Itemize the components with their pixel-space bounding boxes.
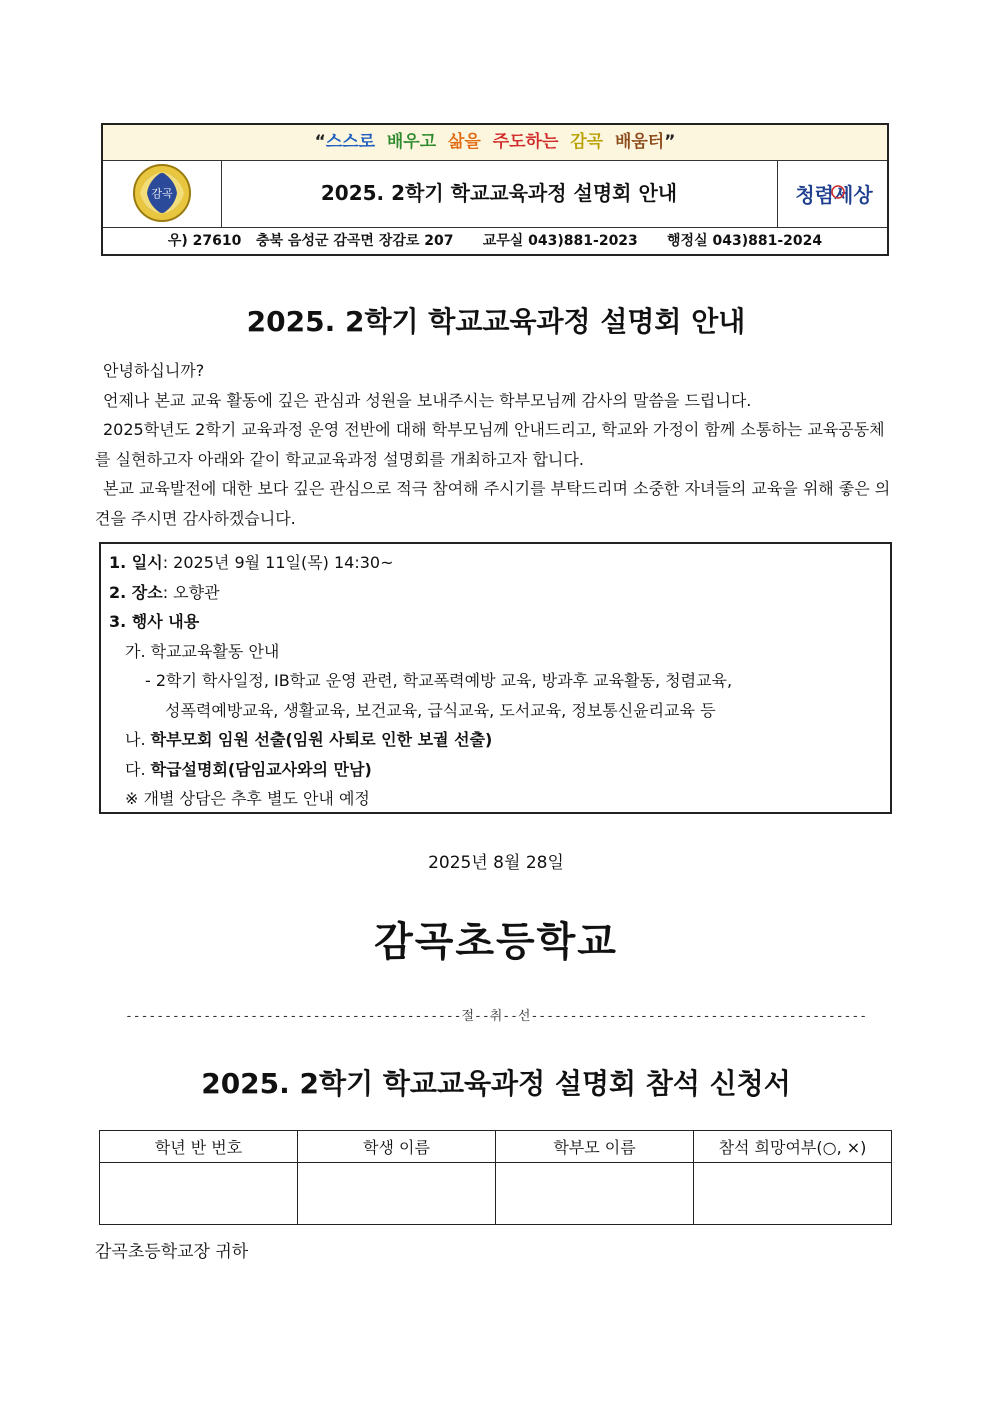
- detail-sub-c: 다. 학급설명회(담임교사와의 만남): [125, 759, 372, 779]
- detail-sub-a-line: - 2학기 학사일정, IB학교 운영 관련, 학교폭력예방 교육, 방과후 교육활동, 청렴교육,: [145, 671, 733, 690]
- greeting: 안녕하십니까?: [103, 361, 205, 380]
- slogan-quote-close: ”: [664, 132, 676, 152]
- letterhead: [101, 123, 889, 256]
- school-emblem-icon: [103, 160, 221, 227]
- header-title: 2025. 2학기 학교교육과정 설명회 안내: [320, 181, 678, 205]
- page-title: 2025. 2학기 학교교육과정 설명회 안내: [246, 305, 746, 338]
- detail-sub-a-line: 성폭력예방교육, 생활교육, 보건교육, 급식교육, 도서교육, 정보통신윤리교육 등: [165, 700, 716, 720]
- detail-sub-a: 가. 학교교육활동 안내: [125, 641, 280, 661]
- col-class: 학년 반 번호: [100, 1131, 298, 1163]
- detail-content: 3. 행사 내용: [109, 612, 200, 631]
- slogan-word: 삶을: [448, 132, 481, 152]
- input-student-name[interactable]: [298, 1163, 496, 1225]
- form-header-row: [100, 1131, 892, 1163]
- form-entry-row: [100, 1163, 892, 1225]
- event-details: [99, 542, 892, 814]
- integrity-logo-icon: [778, 160, 890, 227]
- detail-date: 1. 일시: 2025년 9월 11일(목) 14:30~: [109, 553, 394, 572]
- input-class[interactable]: [100, 1163, 298, 1225]
- detail-place: 2. 장소: 오향관: [109, 582, 220, 602]
- slogan-word: 감곡: [570, 132, 604, 152]
- col-attendance: 참석 희망여부(○, ×): [694, 1131, 892, 1163]
- intro-text: [95, 356, 897, 533]
- integrity-logo: [777, 160, 890, 227]
- slogan-word: 배우고: [386, 132, 437, 152]
- input-parent-name[interactable]: [496, 1163, 694, 1225]
- form-title: 2025. 2학기 학교교육과정 설명회 참석 신청서: [201, 1067, 791, 1100]
- intro-paragraph: 2025학년도 2학기 교육과정 운영 전반에 대해 학부모님께 안내드리고, 학교와 가정이 함께 소통하는 교육공동체를 실현하고자 아래와 같이 학교교육과정 설명회를 개최하고자 합니다.: [95, 420, 885, 469]
- school-address: 우) 27610 충북 음성군 감곡면 장감로 207 교무실 043)881-2023 행정실 043)881-2024: [167, 233, 823, 249]
- intro-paragraph: 언제나 본교 교육 활동에 깊은 관심과 성원을 보내주시는 학부모님께 감사의 말씀을 드립니다.: [103, 390, 752, 410]
- detail-note: ※ 개별 상담은 추후 별도 안내 예정: [125, 789, 370, 808]
- addressee: 감곡초등학교장 귀하: [95, 1242, 249, 1262]
- intro-paragraph: 본교 교육발전에 대한 보다 깊은 관심으로 적극 참여해 주시기를 부탁드리며 소중한 자녀들의 교육을 위해 좋은 의견을 주시면 감사하겠습니다.: [95, 479, 891, 528]
- slogan-word: 주도하는: [492, 132, 559, 152]
- slogan-word: 배움터: [614, 132, 665, 152]
- emblem-label: 감곡: [151, 187, 173, 200]
- cut-line: -------------------------------------------절--취--선-------------------------------------------: [124, 1009, 868, 1024]
- col-parent-name: 학부모 이름: [496, 1131, 694, 1163]
- school-slogan: [103, 125, 887, 161]
- detail-sub-b: 나. 학부모회 임원 선출(임원 사퇴로 인한 보궐 선출): [125, 730, 493, 749]
- slogan-word: 스스로: [325, 132, 376, 152]
- input-attendance[interactable]: [694, 1163, 892, 1225]
- col-student-name: 학생 이름: [298, 1131, 496, 1163]
- slogan-quote-open: “: [314, 132, 326, 152]
- integrity-logo-label: 청렴세상: [795, 183, 873, 207]
- issue-date: 2025년 8월 28일: [428, 853, 564, 873]
- application-form-table: [99, 1130, 892, 1225]
- school-emblem: [103, 160, 222, 227]
- school-name: 감곡초등학교: [374, 918, 618, 965]
